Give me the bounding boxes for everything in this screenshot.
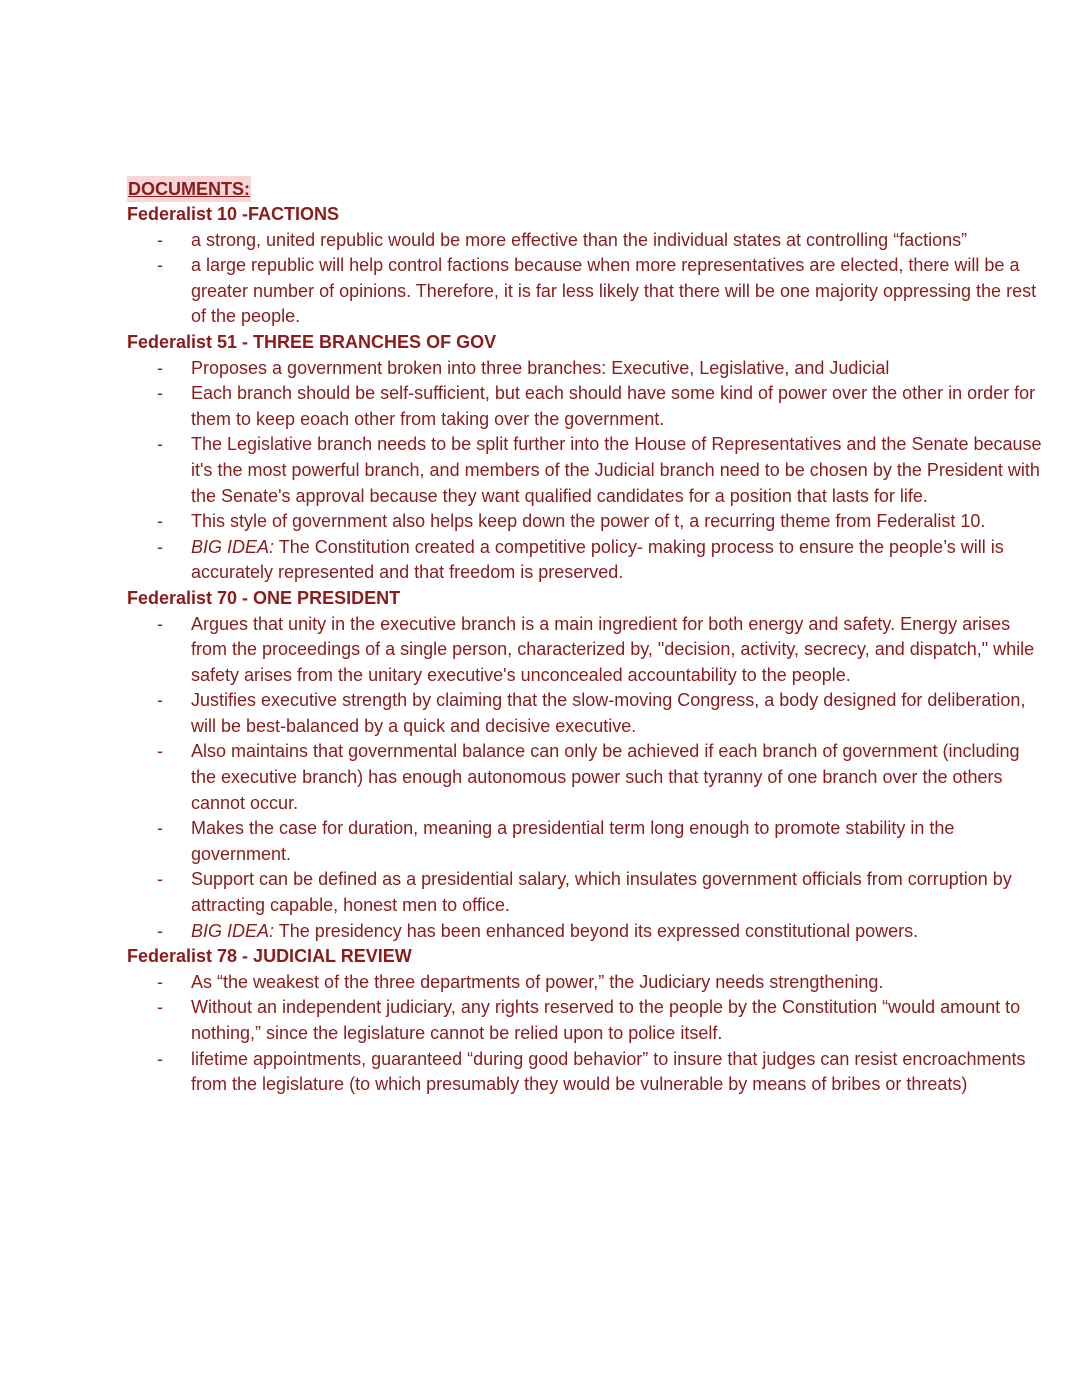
bullet-item: [127, 816, 1047, 867]
bullet-dash: -: [157, 383, 163, 404]
bullet-dash: -: [157, 536, 163, 557]
bullet-text: This style of government also helps keep down the power of t, a recurring theme from Federalist 10.: [191, 511, 986, 532]
bullet-list: [127, 970, 1047, 1098]
bullet-item: [127, 509, 1047, 535]
bullet-item: [127, 867, 1047, 918]
section-heading: Federalist 78 - JUDICIAL REVIEW: [127, 946, 412, 967]
bullet-text: The presidency has been enhanced beyond its expressed constitutional powers.: [274, 920, 919, 941]
bullet-dash: -: [157, 255, 163, 276]
bullet-list: [127, 228, 1047, 330]
bullet-dash: -: [157, 741, 163, 762]
bullet-dash: -: [157, 690, 163, 711]
bullet-item: [127, 612, 1047, 689]
bullet-item: [127, 381, 1047, 432]
bullet-text: Makes the case for duration, meaning a presidential term long enough to promote stability in the government.: [191, 818, 955, 864]
bullet-item: [127, 228, 1047, 254]
bullet-text: The Legislative branch needs to be split further into the House of Representatives and the Senate because it's the most powerful branch, and members of the Judicial branch need to be chosen by the President with the Senate's approval because they want qualified candidates for a position that lasts for life.: [191, 434, 1042, 506]
bullet-dash: -: [157, 229, 163, 250]
section-heading: Federalist 51 - THREE BRANCHES OF GOV: [127, 331, 497, 352]
bullet-dash: -: [157, 920, 163, 941]
section-heading: Federalist 70 - ONE PRESIDENT: [127, 587, 401, 608]
bullet-text: Justifies executive strength by claiming that the slow-moving Congress, a body designed for deliberation, will be best-balanced by a quick and decisive executive.: [191, 690, 1026, 736]
bullet-item: [127, 919, 1047, 945]
bullet-text: Argues that unity in the executive branch is a main ingredient for both energy and safety. Energy arises from the proceedings of a single person, characterized by, "decision, activity, secrecy, and dispatch," while safety arises from the unitary executive's unconcealed accountability to the people.: [191, 613, 1035, 685]
bullet-dash: -: [157, 511, 163, 532]
bullet-text: Without an independent judiciary, any rights reserved to the people by the Constitution “would amount to nothing,” since the legislature cannot be relied upon to police itself.: [191, 997, 1021, 1043]
bullet-list: [127, 612, 1047, 945]
bullet-dash: -: [157, 869, 163, 890]
bullet-text: Also maintains that governmental balance can only be achieved if each branch of government (including the executive branch) has enough autonomous power such that tyranny of one branch over the others cannot occur.: [191, 741, 1020, 813]
bullet-item: [127, 995, 1047, 1046]
bullet-item: [127, 970, 1047, 996]
bullet-item: [127, 432, 1047, 509]
bullet-text: Proposes a government broken into three branches: Executive, Legislative, and Judicial: [191, 357, 890, 378]
sections-container: [127, 202, 1047, 1098]
bullet-dash: -: [157, 357, 163, 378]
bullet-text: Support can be defined as a presidential salary, which insulates government officials from corruption by attracting capable, honest men to office.: [191, 869, 1012, 916]
document-title: DOCUMENTS:: [127, 176, 251, 202]
bullet-dash: -: [157, 1048, 163, 1069]
big-idea-label: BIG IDEA:: [191, 920, 275, 941]
bullet-list: [127, 356, 1047, 586]
document-body: [127, 176, 1047, 1098]
bullet-item: [127, 688, 1047, 739]
bullet-text: a large republic will help control factions because when more representatives are elected, there will be a greater number of opinions. Therefore, it is far less likely that there will be one majority oppressing the rest of the people.: [191, 255, 1037, 327]
bullet-dash: -: [157, 971, 163, 992]
bullet-item: [127, 535, 1047, 586]
bullet-text: Each branch should be self-sufficient, but each should have some kind of power over the other in order for them to keep eoach other from taking over the government.: [191, 383, 1036, 429]
bullet-dash: -: [157, 613, 163, 634]
bullet-text: lifetime appointments, guaranteed “during good behavior” to insure that judges can resist encroachments from the legislature (to which presumably they would be vulnerable by means of bribes or threats): [191, 1048, 1026, 1095]
section-heading: Federalist 10 -FACTIONS: [127, 204, 340, 224]
bullet-text: As “the weakest of the three departments of power,” the Judiciary needs strengthening.: [191, 971, 884, 992]
bullet-dash: -: [157, 997, 163, 1018]
big-idea-label: BIG IDEA:: [191, 536, 275, 557]
bullet-item: [127, 739, 1047, 816]
bullet-item: [127, 356, 1047, 382]
bullet-item: [127, 1047, 1047, 1098]
bullet-text: The Constitution created a competitive policy- making process to ensure the people’s will is accurately represented and that freedom is preserved.: [191, 536, 1004, 583]
bullet-dash: -: [157, 818, 163, 839]
bullet-text: a strong, united republic would be more effective than the individual states at controlling “factions”: [191, 229, 968, 250]
bullet-dash: -: [157, 434, 163, 455]
bullet-item: [127, 253, 1047, 330]
